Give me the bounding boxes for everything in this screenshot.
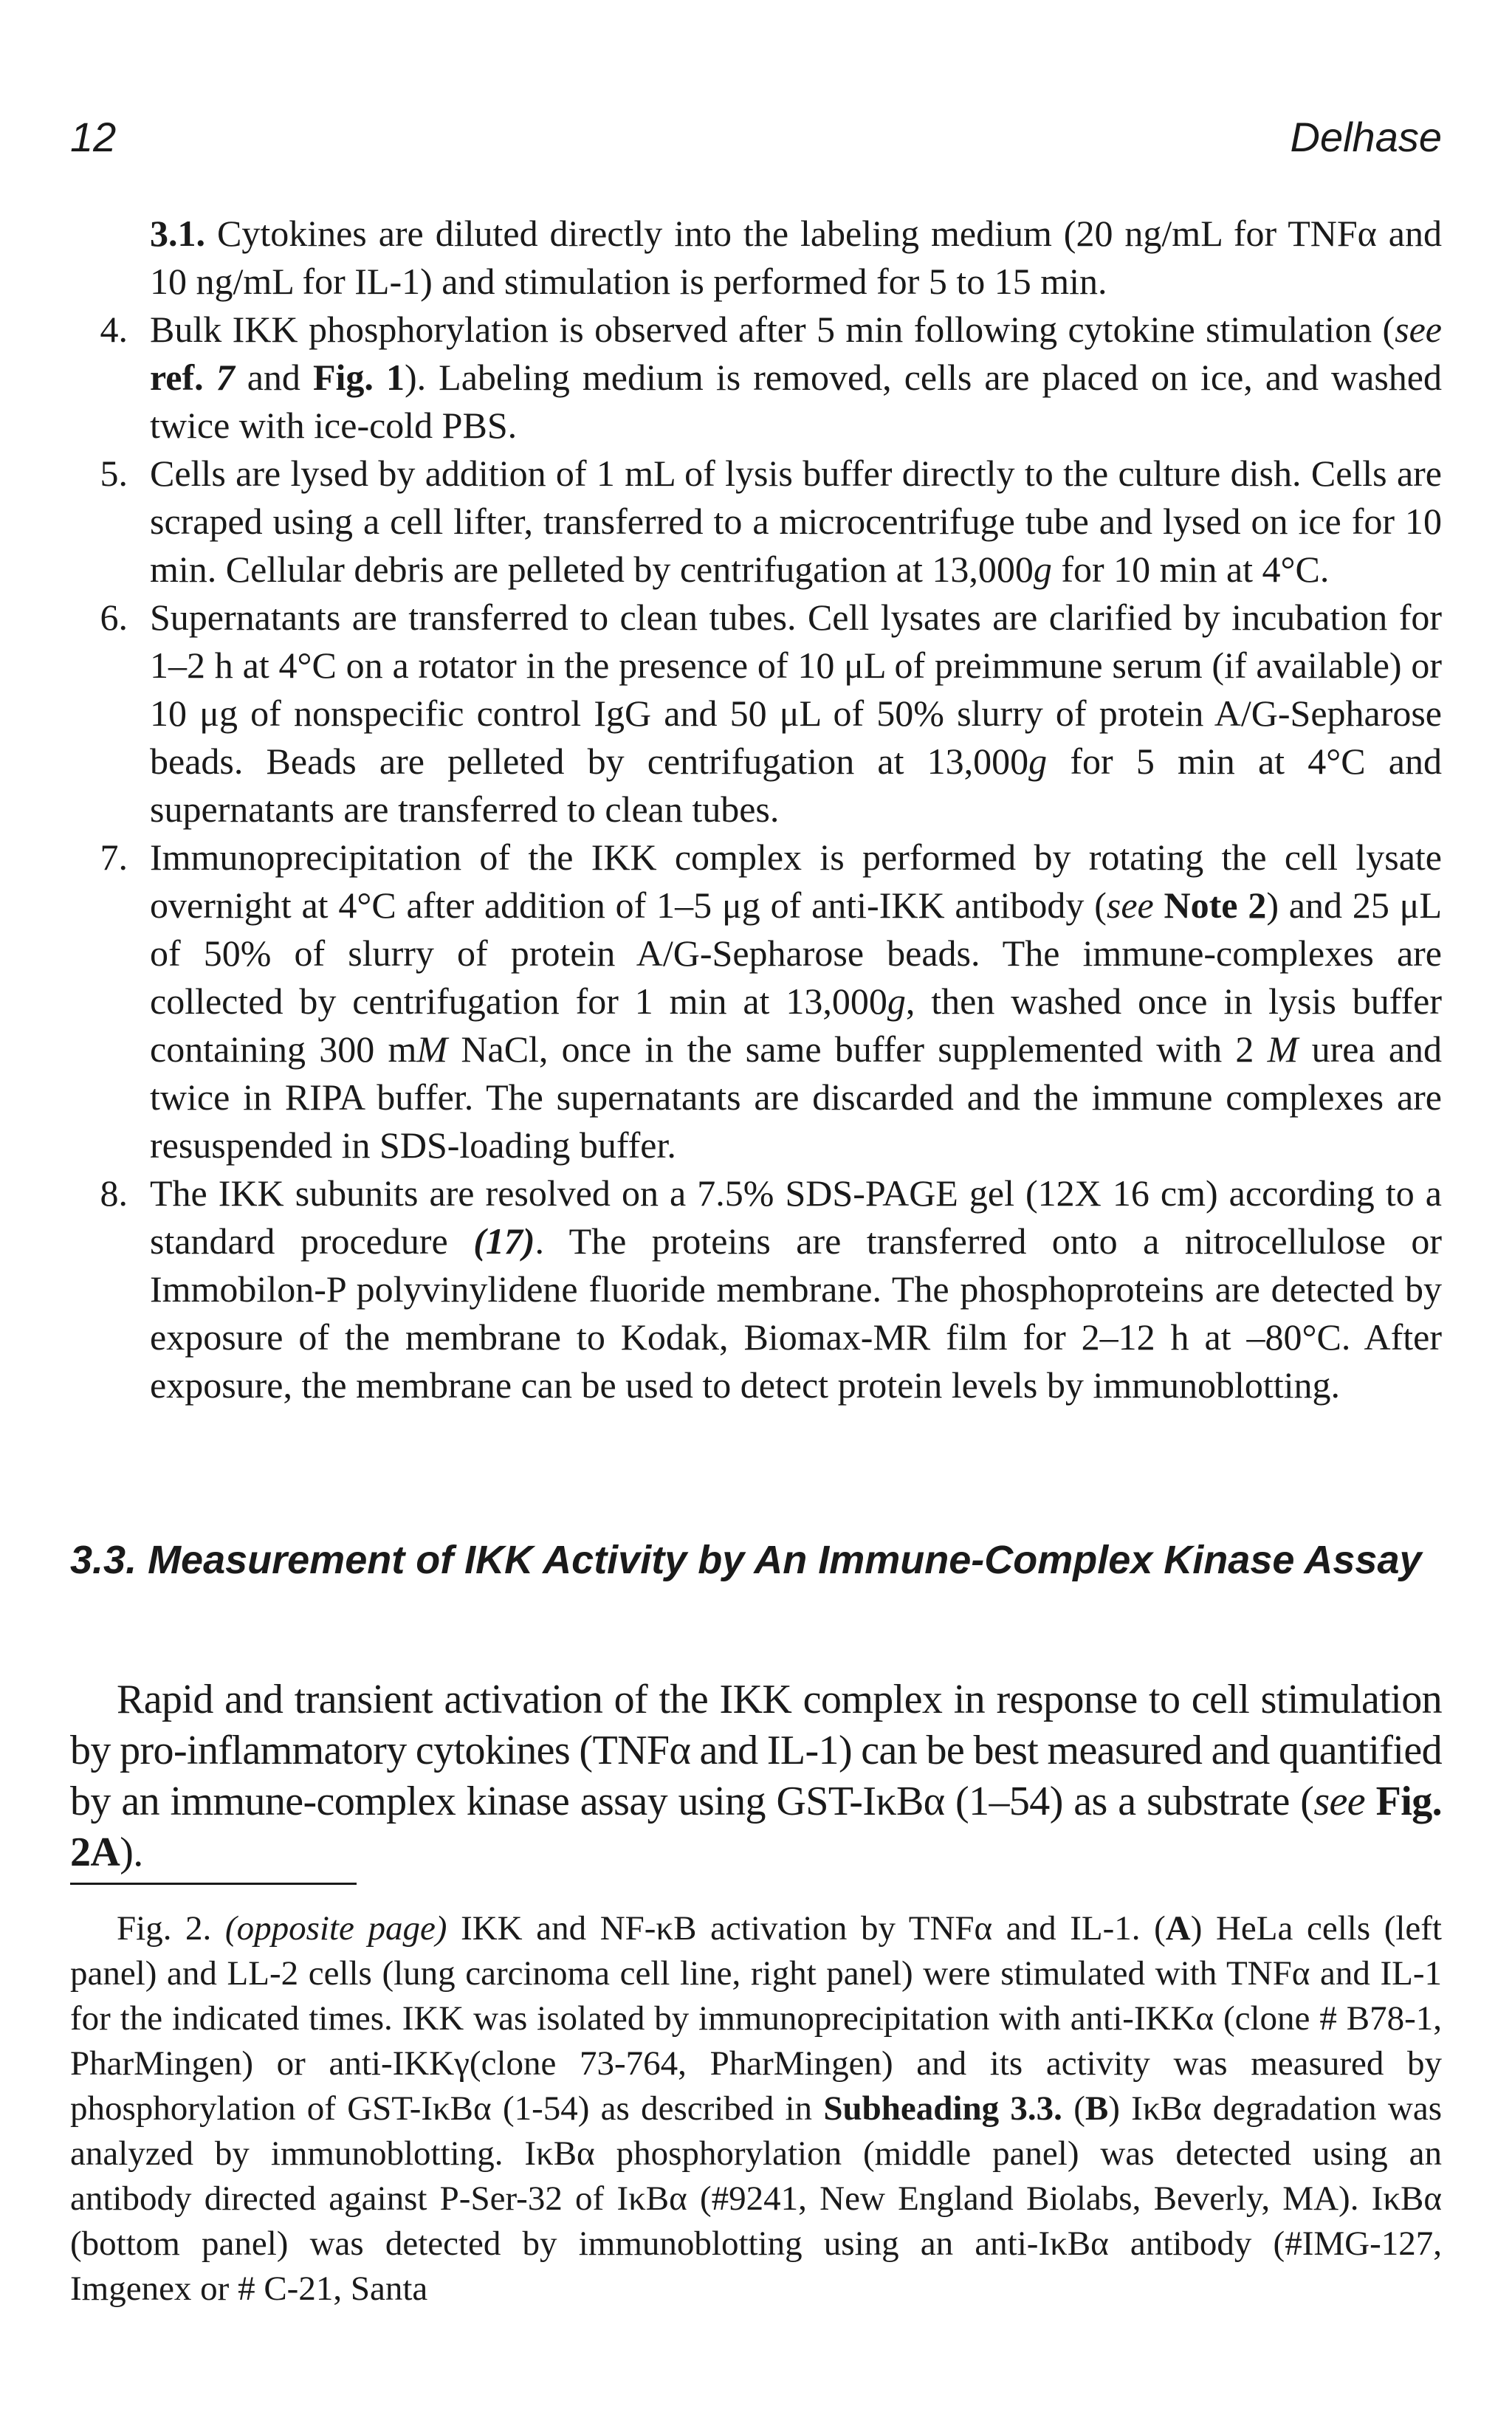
see-reference: see	[1106, 884, 1154, 926]
section-heading: 3.3. Measurement of IKK Activity by An Immune-Complex Kinase Assay	[70, 1538, 1422, 1582]
molar-unit: M	[1267, 1028, 1299, 1070]
paragraph-text: ).	[120, 1829, 143, 1875]
procedure-step-4	[70, 306, 1442, 450]
caption-text: (	[1073, 2089, 1085, 2128]
section-intro-paragraph	[70, 1674, 1442, 1878]
step-text: Cells are lysed by addition of 1 mL of lysis buffer directly to the culture dish. Cells are scraped using a cell lifter, transferred to a microcentrifuge tube and lysed on ice for 10 min. Cellular debris are pelleted by centrifugation at 13,000	[150, 453, 1442, 590]
note-reference: Note 2	[1164, 884, 1267, 926]
procedure-step-5	[70, 450, 1442, 594]
procedure-step-7	[70, 834, 1442, 1169]
caption-text: ) IκBα degradation was analyzed by immunoblotting. IκBα phosphorylation (middle panel) was detected using an antibody directed against P-Ser-32 of IκBα (#9241, New England Biolabs, Beverly, MA). IκBα (bottom panel) was detected by immunoblotting using an anti-IκBα antibody (#IMG-127, Imgenex or # C-21, Santa	[70, 2089, 1442, 2308]
caption-figure-label: Fig. 2.	[117, 1909, 212, 1948]
step-number: 7.	[100, 836, 128, 878]
step-text: The IKK subunits are resolved on a 7.5% SDS-PAGE gel (12X 16 cm) according to a standard procedure	[150, 1172, 1442, 1262]
step-text: urea and twice in RIPA buffer. The supernatants are discarded and the immune complexes are resuspended in SDS-loading buffer.	[150, 1028, 1443, 1166]
step-number: 4.	[100, 309, 128, 350]
step-text: ). Labeling medium is removed, cells are placed on ice, and washed twice with ice-cold PBS.	[150, 357, 1443, 446]
step-text: . The proteins are transferred onto a nitrocellulose or Immobilon-P polyvinylidene fluoride membrane. The phosphoproteins are detected by exposure of the membrane to Kodak, Biomax-MR film for 2–12 h at –80°C. After exposure, the membrane can be used to detect protein levels by immunoblotting.	[150, 1220, 1443, 1406]
step-text: for 10 min at 4°C.	[1061, 549, 1330, 590]
see-reference: see	[1395, 309, 1442, 350]
step-text: Bulk IKK phosphorylation is observed after 5 min following cytokine stimulation (	[150, 309, 1395, 350]
step-number: 8.	[100, 1172, 128, 1214]
step-text: and	[247, 357, 300, 398]
citation: (17)	[473, 1220, 535, 1262]
procedure-step-8	[70, 1169, 1442, 1409]
step-text: Cytokines are diluted directly into the labeling medium (20 ng/mL for TNFα and 10 ng/mL for IL-1) and stimulation is performed for 5 to 15 min.	[150, 213, 1443, 302]
procedure-step-3-1	[70, 210, 1442, 306]
procedure-steps	[70, 210, 1442, 1409]
g-force-unit: g	[887, 980, 906, 1022]
g-force-unit: g	[1028, 740, 1048, 782]
step-label: 3.1.	[150, 213, 205, 254]
subheading-reference: Subheading 3.3.	[823, 2089, 1062, 2128]
step-text: , then washed once in lysis buffer containing 300 m	[150, 980, 1442, 1070]
step-text: ) and 25 μL of 50% of slurry of protein A/G-Sepharose beads. The immune-complexes are collected by centrifugation for 1 min at 13,000	[150, 884, 1443, 1022]
caption-text: IKK and NF-κB activation by TNFα and IL-1. (	[461, 1909, 1166, 1948]
reference-label: ref.	[150, 357, 204, 398]
molar-unit: M	[416, 1028, 448, 1070]
footnote-divider	[70, 1883, 357, 1885]
caption-text: ) HeLa cells (left panel) and LL-2 cells (lung carcinoma cell line, right panel) were stimulated with TNFα and IL-1 for the indicated times. IKK was isolated by immunoprecipitation with anti-IKKα (clone # B78-1, PharMingen) or anti-IKKγ(clone 73-764, PharMingen) and its activity was measured by phosphorylation of GST-IκBα (1-54) as described in	[70, 1909, 1442, 2128]
see-reference: see	[1313, 1779, 1366, 1824]
figure-caption	[70, 1906, 1442, 2312]
panel-label-a: A	[1165, 1909, 1191, 1948]
step-number: 6.	[100, 597, 128, 638]
step-text: Supernatants are transferred to clean tubes. Cell lysates are clarified by incubation for 1–2 h at 4°C on a rotator in the presence of 10 μL of preimmune serum (if available) or 10 μg of nonspecific control IgG and 50 μL of 50% slurry of protein A/G-Sepharose beads. Beads are pelleted by centrifugation at 13,000	[150, 597, 1442, 782]
caption-location-note: (opposite page)	[224, 1909, 447, 1948]
running-title: Delhase	[1290, 114, 1442, 160]
reference-number: 7	[216, 357, 235, 398]
figure-reference: Fig. 2A	[70, 1779, 1442, 1875]
procedure-step-6	[70, 594, 1442, 834]
step-text: Immunoprecipitation of the IKK complex is performed by rotating the cell lysate overnight at 4°C after addition of 1–5 μg of anti-IKK antibody (	[150, 836, 1442, 926]
figure-reference: Fig. 1	[312, 357, 405, 398]
g-force-unit: g	[1033, 549, 1052, 590]
step-number: 5.	[100, 453, 128, 494]
step-text: for 5 min at 4°C and supernatants are transferred to clean tubes.	[150, 740, 1442, 830]
step-text: NaCl, once in the same buffer supplemented with 2	[461, 1028, 1254, 1070]
paragraph-text: Rapid and transient activation of the IKK complex in response to cell stimulation by pro-inflammatory cytokines (TNFα and IL-1) can be best measured and quantified by an immune-complex kinase assay using GST-IκBα (1–54) as a substrate (	[70, 1677, 1442, 1824]
page-number: 12	[70, 114, 117, 160]
panel-label-b: B	[1085, 2089, 1109, 2128]
